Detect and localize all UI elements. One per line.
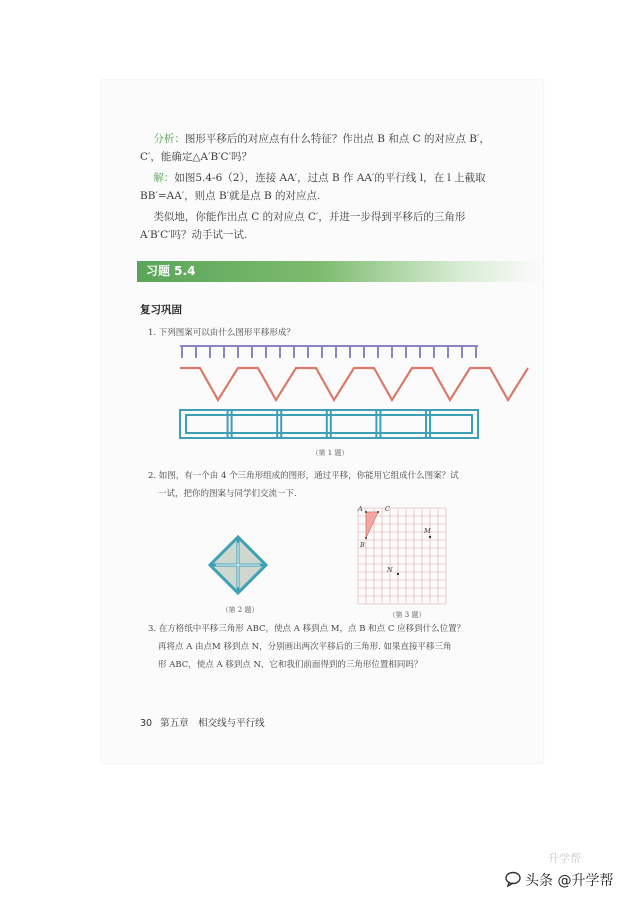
caption-q3: （第 3 题） (388, 611, 426, 619)
pattern-comb (180, 343, 480, 363)
similar-paragraph (140, 208, 528, 244)
solution-label: 解： (153, 172, 175, 184)
watermark-text: 头条 @升学帮 (525, 873, 614, 889)
question-3-line1: 3. 在方格纸中平移三角形 ABC，使点 A 移到点 M，点 B 和点 C 应移到什么位置？ (148, 624, 466, 634)
chapter-title: 第五章 相交线与平行线 (160, 718, 265, 729)
solution-line1: 如图5.4-6（2），连接 AA′，过点 B 作 AA′的平行线 l，在 l 上截取 (174, 172, 486, 184)
question-3 (148, 620, 523, 674)
solution-paragraph (140, 169, 528, 205)
figure-four-triangles (208, 535, 268, 595)
similar-line1: 类似地，你能作出点 C 的对应点 C′，并进一步得到平移后的三角形 (153, 211, 466, 223)
analysis-paragraph (140, 130, 528, 166)
review-heading: 复习巩固 (140, 304, 182, 316)
analysis-line2: C′，能确定△A′B′C′吗？ (140, 151, 252, 163)
exercise-title: 习题 5.4 (146, 264, 196, 278)
grid-label-n: N (387, 566, 393, 574)
question-2 (148, 467, 523, 503)
pattern-zigzag (180, 366, 480, 406)
grid-label-b: B (360, 541, 365, 549)
figure-grid (358, 508, 453, 608)
exercise-title-bar (137, 261, 541, 282)
solution-line2: BB′=AA′，则点 B′就是点 B 的对应点. (140, 190, 321, 202)
analysis-line1: 图形平移后的对应点有什么特征？作出点 B 和点 C 的对应点 B′， (184, 133, 490, 145)
question-3-line2: 再将点 A 由点M 移到点 N，分别画出两次平移后的三角形. 如果直接平移三角 (158, 642, 452, 652)
grid-label-a: A (358, 505, 363, 513)
chat-bubble-icon (505, 871, 523, 887)
analysis-label: 分析： (153, 133, 185, 145)
similar-line2: A′B′C′吗？动手试一试. (140, 229, 248, 241)
caption-q1: （第 1 题） (311, 449, 349, 457)
page-footer (140, 715, 265, 729)
caption-q2: （第 2 题） (221, 606, 259, 614)
grid-label-c: C (385, 505, 390, 513)
pattern-rectangles (180, 408, 480, 440)
grid-label-m: M (424, 527, 431, 535)
question-1: 1. 下列图案可以由什么图形平移形成？ (148, 328, 295, 338)
question-2-line2: 一试，把你的图案与同学们交流一下. (158, 489, 297, 499)
question-3-line3: 形 ABC，使点 A 移到点 N，它和我们前面得到的三角形位置相同吗？ (158, 660, 423, 670)
page-number: 30 (140, 718, 153, 729)
question-2-line1: 2. 如图，有一个由 4 个三角形组成的图形，通过平移，你能用它组成什么图案？试 (148, 471, 459, 481)
watermark-faint: 升学帮 (548, 852, 581, 865)
